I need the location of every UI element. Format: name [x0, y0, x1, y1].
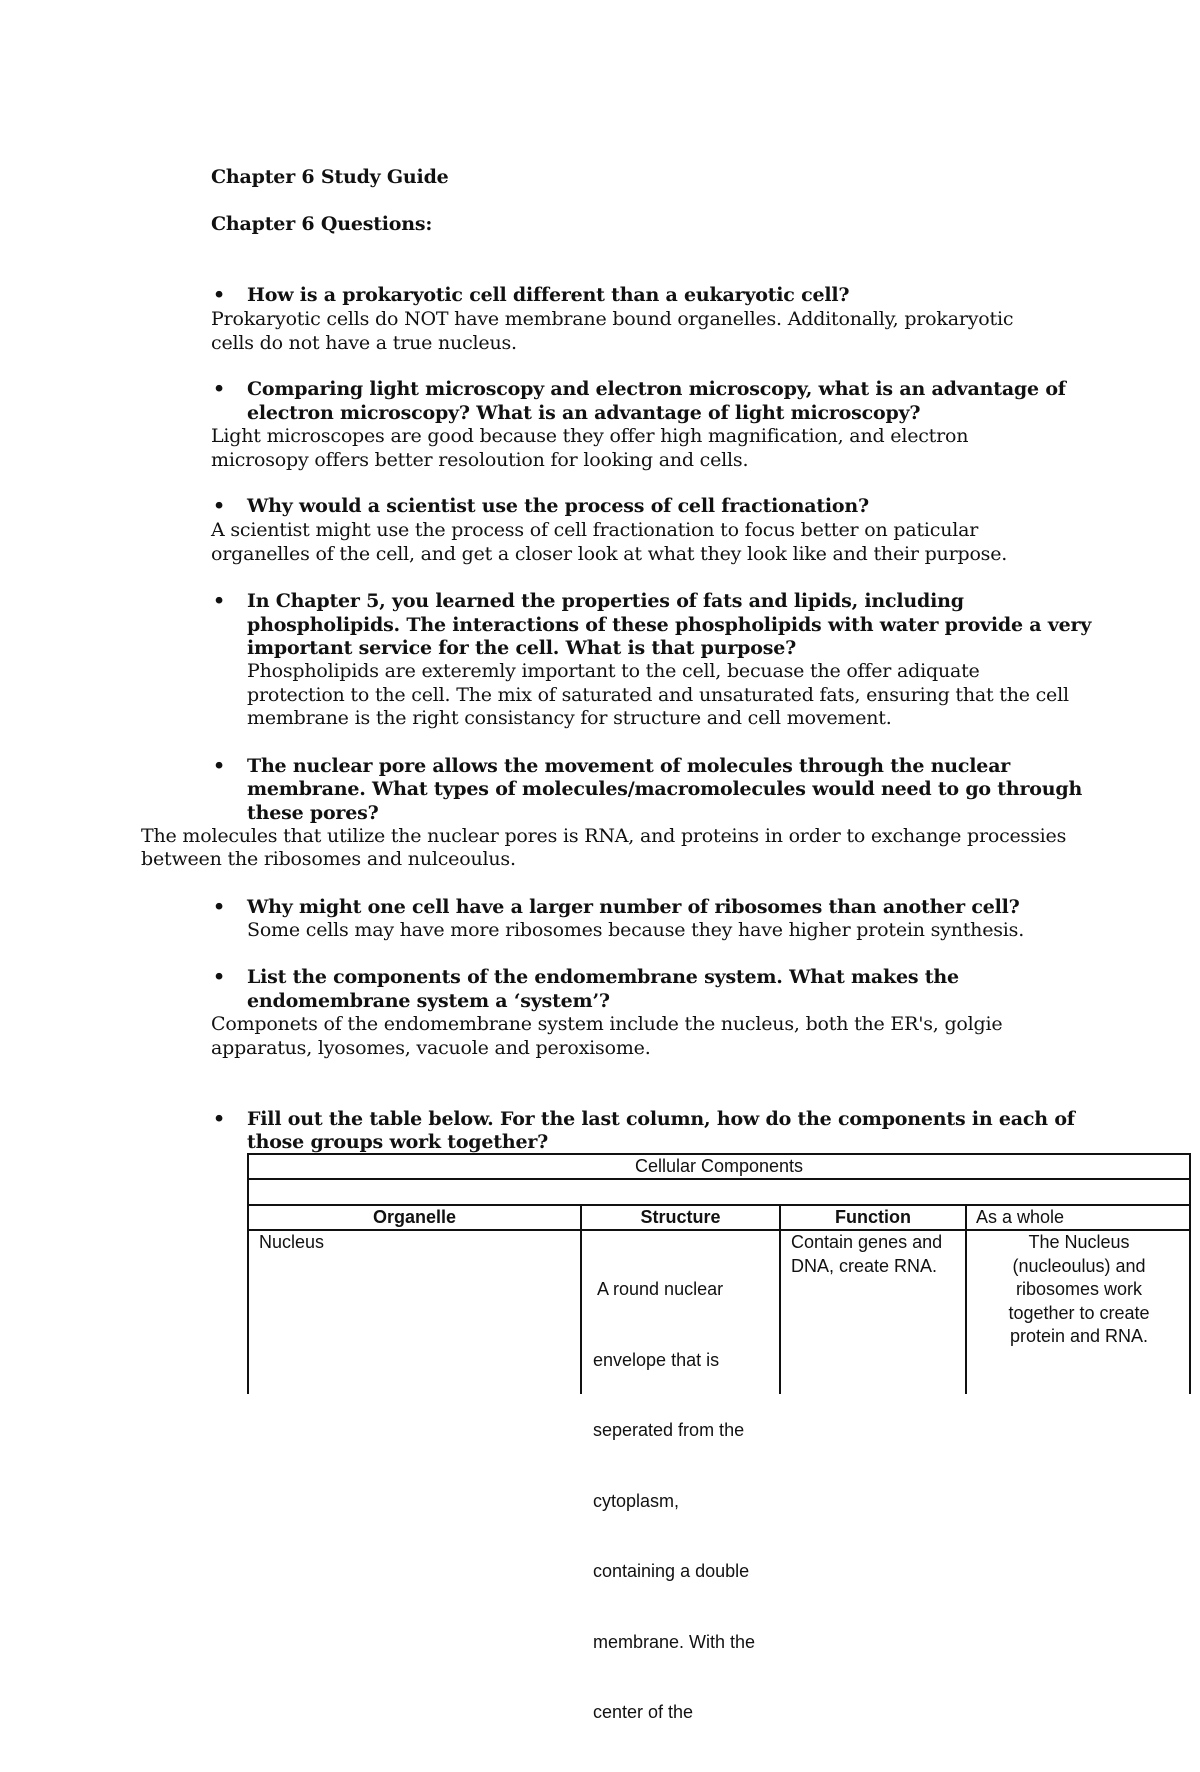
questions-heading: Chapter 6 Questions:	[211, 213, 433, 235]
whole-line: together to create	[1008, 1302, 1150, 1323]
cell-function	[791, 1231, 942, 1278]
question-7-line-2: endomembrane system a ‘system’?	[247, 990, 610, 1012]
table-rule	[779, 1205, 781, 1394]
structure-line: seperated from the	[593, 1420, 745, 1440]
header-as-a-whole: As a whole	[976, 1207, 1065, 1227]
question-8-line-1: Fill out the table below. For the last column, how do the components in each of	[247, 1108, 1075, 1130]
structure-line: membrane. With the	[593, 1631, 756, 1652]
answer-5-line-2: between the ribosomes and nulceoulus.	[141, 848, 516, 870]
question-4-line-1: In Chapter 5, you learned the properties of fats and lipids, including	[247, 590, 964, 612]
question-2-line-1: Comparing light microscopy and electron microscopy, what is an advantage of	[247, 378, 1066, 400]
table-caption: Cellular Components	[634, 1156, 804, 1176]
answer-1-line-1: Prokaryotic cells do NOT have membrane bound organelles. Additonally, prokaryotic	[211, 308, 1014, 330]
question-6-line-1: Why might one cell have a larger number of ribosomes than another cell?	[247, 896, 1020, 918]
answer-3-line-1: A scientist might use the process of cell fractionation to focus better on paticular	[211, 519, 979, 541]
function-line: Contain genes and	[791, 1232, 943, 1252]
header-organelle: Organelle	[372, 1207, 457, 1227]
cell-organelle-nucleus: Nucleus	[259, 1232, 325, 1252]
whole-line: The Nucleus	[1028, 1232, 1130, 1252]
bullet-7: •	[213, 966, 226, 988]
cell-as-a-whole	[967, 1231, 1191, 1349]
answer-6-line-1: Some cells may have more ribosomes because they have higher protein synthesis.	[247, 919, 1025, 941]
answer-7-line-2: apparatus, lyosomes, vacuole and peroxisome.	[211, 1037, 651, 1059]
answer-7-line-1: Componets of the endomembrane system include the nucleus, both the ER's, golgie	[211, 1013, 1003, 1035]
structure-line: envelope that is	[593, 1349, 720, 1370]
cellular-components-table	[247, 1153, 1191, 1722]
question-8-line-2: those groups work together?	[247, 1131, 549, 1153]
structure-line: containing a double	[593, 1561, 750, 1581]
answer-5-line-1: The molecules that utilize the nuclear pores is RNA, and proteins in order to exchange processies	[141, 825, 1067, 847]
question-1-line-1: How is a prokaryotic cell different than a eukaryotic cell?	[247, 284, 850, 306]
document-title: Chapter 6 Study Guide	[211, 166, 449, 188]
structure-line: center of the	[593, 1702, 694, 1722]
table-rule	[580, 1205, 582, 1394]
answer-2-line-2: microsopy offers better resoloution for looking and cells.	[211, 449, 749, 471]
table-rule	[249, 1178, 1189, 1180]
bullet-8: •	[213, 1108, 226, 1130]
structure-line: cytoplasm,	[593, 1490, 680, 1511]
question-4-line-3: important service for the cell. What is that purpose?	[247, 637, 797, 659]
question-7-line-1: List the components of the endomembrane system. What makes the	[247, 966, 959, 988]
question-3-line-1: Why would a scientist use the process of cell fractionation?	[247, 495, 869, 517]
header-structure: Structure	[640, 1207, 721, 1227]
whole-line: ribosomes work	[1015, 1279, 1143, 1299]
whole-line: protein and RNA.	[1009, 1326, 1149, 1346]
bullet-4: •	[213, 590, 226, 612]
bullet-1: •	[213, 284, 226, 306]
question-4-line-2: phospholipids. The interactions of these phospholipids with water provide a very	[247, 614, 1092, 636]
answer-1-line-2: cells do not have a true nucleus.	[211, 332, 517, 354]
answer-4-line-2: protection to the cell. The mix of saturated and unsaturated fats, ensuring that the cell	[247, 684, 1069, 706]
question-2-line-2: electron microscopy? What is an advantage of light microscopy?	[247, 402, 921, 424]
whole-line: (nucleoulus) and	[1012, 1255, 1146, 1276]
structure-line: A round nuclear	[593, 1279, 724, 1299]
answer-4-line-3: membrane is the right consistancy for structure and cell movement.	[247, 707, 892, 729]
function-line: DNA, create RNA.	[791, 1255, 938, 1276]
cell-structure	[593, 1231, 755, 1772]
bullet-2: •	[213, 378, 226, 400]
question-5-line-1: The nuclear pore allows the movement of molecules through the nuclear	[247, 755, 1011, 777]
question-5-line-3: these pores?	[247, 802, 379, 824]
header-function: Function	[835, 1207, 911, 1227]
answer-4-line-1: Phospholipids are exteremly important to the cell, becuase the offer adiquate	[247, 660, 980, 682]
question-5-line-2: membrane. What types of molecules/macromolecules would need to go through	[247, 778, 1083, 800]
bullet-3: •	[213, 495, 226, 517]
bullet-5: •	[213, 755, 226, 777]
answer-2-line-1: Light microscopes are good because they offer high magnification, and electron	[211, 425, 969, 447]
answer-3-line-2: organelles of the cell, and get a closer look at what they look like and their purpose.	[211, 543, 1008, 565]
bullet-6: •	[213, 896, 226, 918]
